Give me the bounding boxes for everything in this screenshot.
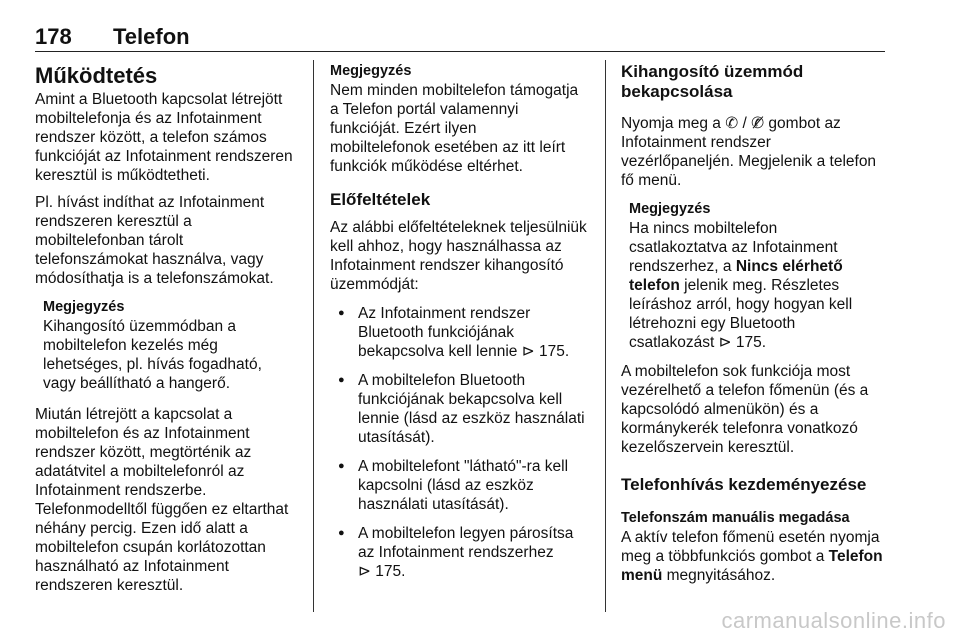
note-text: Nem minden mobiltelefon támogatja a Telefon portál valamennyi funkcióját. Ezért ilyen mobiltelefonok esetében az itt leírt funkciók működése eltérhet. [330,82,579,175]
bold-text: Telefon menü [621,548,883,584]
paragraph: Amint a Bluetooth kapcsolat létrejött mobiltelefonja és az Infotainment rendszer között, a telefon számos funkcióját az Infotainment rendszeren keresztül is működtetheti. [35,91,293,184]
text-run: A aktív telefon főmenü esetén nyomja meg a többfunkciós gombot a [621,529,880,565]
paragraph: A mobiltelefon sok funkciója most vezérelhető a telefon főmenün (és a kapcsolódó almenükön) és a kormánykerék telefonra vonatkozó kezelőszervein keresztül. [621,363,869,456]
column-3 [621,62,893,585]
page-number: 178 [35,24,72,49]
note-box [330,62,598,176]
note-bold-text: Nincs elérhető telefon [629,258,843,294]
section-heading-handsfree: Kihangosító üzemmód bekapcsolása [621,62,804,101]
note-text: Ha nincs mobiltelefon csatlakoztatva az Infotainment rendszerhez, a [629,220,838,275]
section-heading-prerequisites: Előfeltételek [330,190,431,209]
column-2 [330,62,598,581]
column-1 [35,62,307,595]
list-item: ● A mobiltelefon Bluetooth funkciójának bekapcsolva kell lennie (lásd az eszköz használati utasítását). [330,371,598,447]
subheading-manual-entry: Telefonszám manuális megadása [621,510,850,526]
note-title: Megjegyzés [43,299,125,315]
note-text: jelenik meg. Részletes leíráshoz arról, hogy hogyan kell létrehozni egy Bluetooth csatlakozást ⊳ 175. [629,277,853,351]
paragraph: Nyomja meg a ✆ / ✆̸ gombot az Infotainment rendszer vezérlőpaneljén. Megjelenik a telefon fő menü. [621,115,877,189]
section-heading-operation: Működtetés [35,63,158,88]
paragraph: Miután létrejött a kapcsolat a mobiltelefon és az Infotainment rendszer között, megtörténik az adatátvitel a mobiltelefonról az Infotainment rendszerbe. Telefonmodelltől függően ez eltarthat néhány percig. Ezen idő alatt a mobiltelefon csupán korlátozottan használható az Infotainment rendszeren keresztül. [35,406,289,594]
note-box [629,200,893,352]
prerequisite-list [330,304,598,581]
note-box [43,298,307,393]
note-text: Kihangosító üzemmódban a mobiltelefon kezelés még lehetséges, pl. hívás fogadható, vagy beállítható a hangerő. [43,318,262,392]
page-header [35,24,885,52]
section-heading-make-call: Telefonhívás kezdeményezése [621,475,867,494]
running-title: Telefon [113,24,190,49]
column-divider [313,60,314,612]
paragraph: Az alábbi előfeltételeknek teljesülniük kell ahhoz, hogy használhassa az Infotainment rendszer kihangosító üzemmódját: [330,219,587,293]
paragraph: Pl. hívást indíthat az Infotainment rendszeren keresztül a mobiltelefonban tárolt telefonszámokat használva, vagy módosíthatja is a telefonszámokat. [35,194,274,287]
watermark: carmanualsonline.info [721,608,946,633]
column-divider [605,60,606,612]
text-run: megnyitásához. [662,567,776,584]
list-item: ● A mobiltelefon legyen párosítsa az Infotainment rendszerhez ⊳ 175. [330,524,598,581]
list-item: ● A mobiltelefont "látható"-ra kell kapcsolni (lásd az eszköz használati utasítását). [330,457,598,514]
note-title: Megjegyzés [330,63,412,79]
note-title: Megjegyzés [629,201,711,217]
paragraph [621,528,893,585]
list-item: ● Az Infotainment rendszer Bluetooth funkciójának bekapcsolva kell lennie ⊳ 175. [330,304,598,361]
